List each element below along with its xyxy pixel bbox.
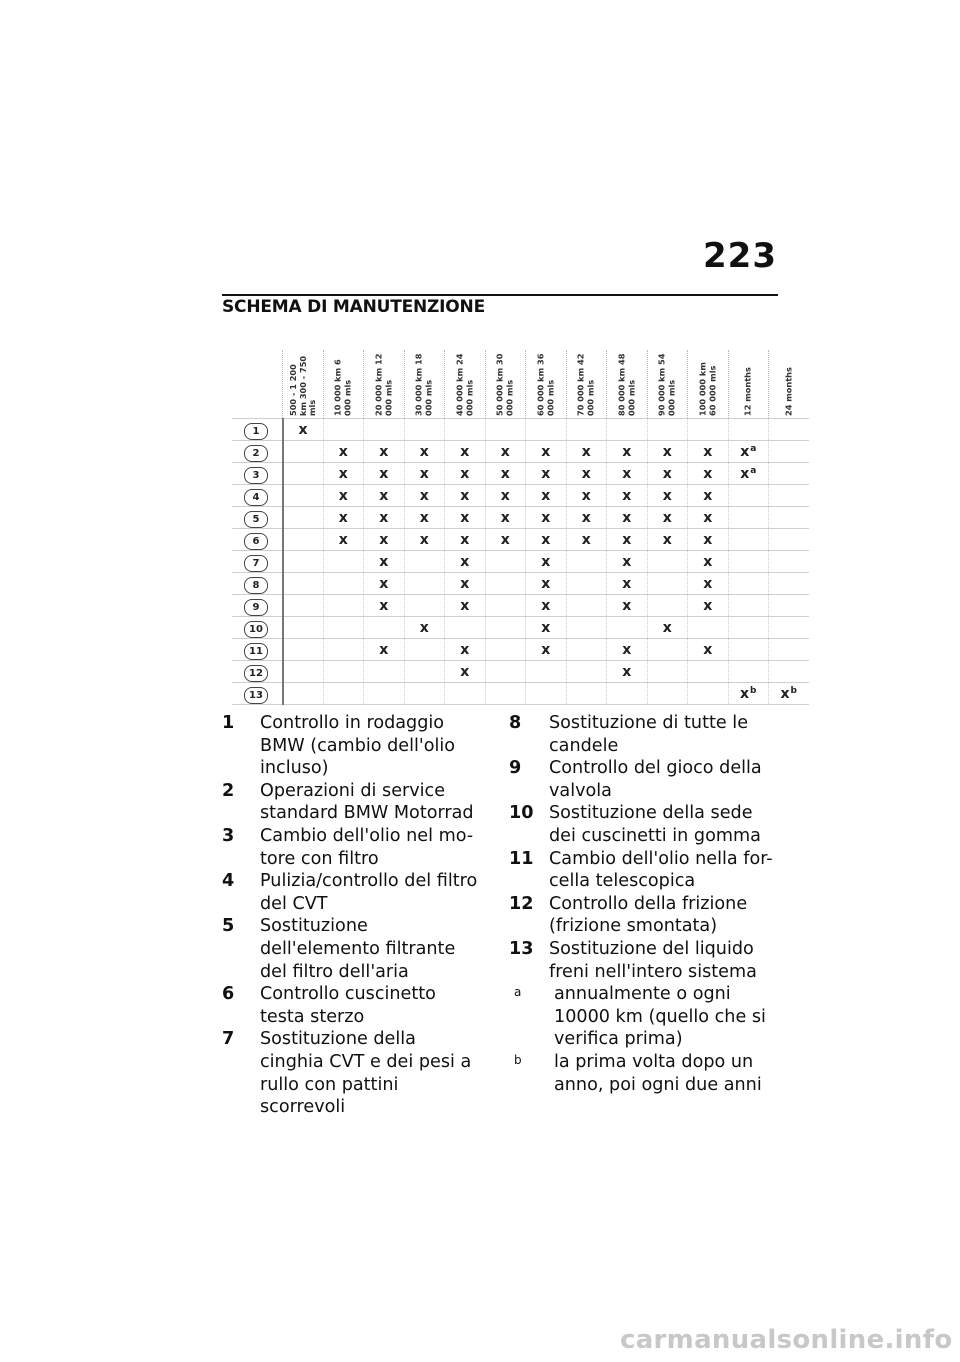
- schedule-cell: $x^a$: [728, 441, 769, 463]
- legend-text: Cambio dell'olio nella for-cella telescopica: [549, 848, 773, 892]
- schedule-cell: [566, 573, 607, 595]
- schedule-cell: x: [364, 485, 405, 507]
- schedule-cell: [566, 595, 607, 617]
- schedule-cell: [404, 573, 445, 595]
- schedule-cell: x: [323, 485, 364, 507]
- header-corner: [232, 350, 283, 419]
- row-number-badge: 9: [244, 599, 268, 616]
- schedule-cell: [769, 573, 809, 595]
- schedule-header-row: [232, 350, 809, 419]
- schedule-cell: [404, 661, 445, 683]
- schedule-cell: [728, 639, 769, 661]
- schedule-column-header: [566, 350, 607, 419]
- schedule-cell: x: [607, 529, 648, 551]
- legend-item: [222, 712, 484, 780]
- legend-number: 10: [509, 803, 534, 824]
- schedule-cell: [728, 529, 769, 551]
- interval-label: 30 000 km 18 000 mls: [413, 353, 433, 416]
- schedule-row: [232, 529, 809, 551]
- schedule-row: [232, 639, 809, 661]
- row-number-badge: 1: [244, 423, 268, 440]
- legend-text: Controllo della frizione (frizione smontata): [549, 893, 748, 937]
- schedule-cell: [283, 573, 324, 595]
- schedule-cell: [566, 617, 607, 639]
- schedule-cell: [728, 661, 769, 683]
- interval-label: 100 000 km 60 000 mls: [697, 362, 717, 416]
- legend-item: [509, 983, 779, 1051]
- row-number-badge: 10: [244, 621, 268, 638]
- schedule-cell: x: [607, 595, 648, 617]
- schedule-cell: [566, 683, 607, 705]
- schedule-column-header: [526, 350, 567, 419]
- schedule-column-header: [323, 350, 364, 419]
- footnote-marker: b: [790, 685, 797, 696]
- schedule-cell: [647, 551, 688, 573]
- schedule-cell: x: [445, 595, 486, 617]
- interval-label: 20 000 km 12 000 mls: [373, 353, 393, 416]
- legend-text: Cambio dell'olio nel mo-tore con filtro: [260, 825, 474, 869]
- legend-text: annualmente o ogni 10000 km (quello che si verifica prima): [554, 984, 766, 1050]
- schedule-cell: [769, 595, 809, 617]
- schedule-cell: [485, 419, 526, 441]
- schedule-cell: [607, 617, 648, 639]
- legend-number: 6: [222, 984, 235, 1005]
- schedule-cell: [283, 683, 324, 705]
- schedule-cell: [728, 617, 769, 639]
- schedule-cell: x: [647, 617, 688, 639]
- schedule-cell: x: [364, 573, 405, 595]
- watermark: carmanualsonline.info: [620, 1325, 953, 1355]
- schedule-cell: [647, 595, 688, 617]
- legend-number: 7: [222, 1029, 235, 1050]
- schedule-cell: x: [566, 485, 607, 507]
- schedule-column-header: [607, 350, 648, 419]
- schedule-cell: [323, 683, 364, 705]
- schedule-cell: x: [445, 661, 486, 683]
- maintenance-schedule-table: [232, 350, 809, 705]
- schedule-cell: [728, 485, 769, 507]
- schedule-cell: [404, 419, 445, 441]
- schedule-cell: [647, 639, 688, 661]
- schedule-cell: [728, 573, 769, 595]
- schedule-cell: [283, 639, 324, 661]
- legend-item: [222, 983, 484, 1028]
- schedule-cell: [283, 595, 324, 617]
- legend-right-column: [509, 712, 779, 1096]
- schedule-column-header: [445, 350, 486, 419]
- section-title: SCHEMA DI MANUTENZIONE: [222, 297, 485, 317]
- legend-item: [222, 780, 484, 825]
- schedule-cell: [323, 617, 364, 639]
- schedule-cell: [647, 573, 688, 595]
- schedule-cell: x: [566, 463, 607, 485]
- footnote-marker: a: [750, 443, 757, 454]
- schedule-cell: [526, 419, 567, 441]
- schedule-cell: [283, 485, 324, 507]
- schedule-cell: x: [445, 529, 486, 551]
- schedule-cell: [323, 639, 364, 661]
- schedule-cell: x: [566, 529, 607, 551]
- schedule-cell: x: [526, 529, 567, 551]
- schedule-cell: [526, 661, 567, 683]
- schedule-row: [232, 441, 809, 463]
- schedule-cell: [445, 617, 486, 639]
- schedule-row: [232, 551, 809, 573]
- schedule-cell: [607, 419, 648, 441]
- schedule-row: [232, 617, 809, 639]
- schedule-cell: [566, 419, 607, 441]
- legend-text: Sostituzione dell'elemento filtrante del filtro dell'aria: [260, 916, 456, 982]
- schedule-cell: [728, 507, 769, 529]
- schedule-row: [232, 507, 809, 529]
- schedule-cell: x: [688, 463, 729, 485]
- schedule-row: [232, 573, 809, 595]
- schedule-cell: x: [526, 551, 567, 573]
- legend-number: 13: [509, 938, 534, 959]
- schedule-row: [232, 683, 809, 705]
- row-number-badge: 5: [244, 511, 268, 528]
- legend-text: Controllo del gioco della valvola: [549, 758, 762, 801]
- schedule-cell: [607, 683, 648, 705]
- schedule-cell: [647, 661, 688, 683]
- schedule-cell: [485, 661, 526, 683]
- schedule-cell: x: [526, 463, 567, 485]
- schedule-cell: [526, 683, 567, 705]
- schedule-cell: [769, 529, 809, 551]
- schedule-cell: x: [364, 463, 405, 485]
- schedule-cell: x: [647, 441, 688, 463]
- schedule-cell: x: [607, 639, 648, 661]
- schedule-cell: [688, 661, 729, 683]
- header-rule: [222, 294, 778, 296]
- schedule-cell: [566, 639, 607, 661]
- schedule-cell: [485, 573, 526, 595]
- schedule-cell: x: [647, 507, 688, 529]
- schedule-cell: [323, 661, 364, 683]
- schedule-cell: x: [404, 507, 445, 529]
- schedule-cell: [283, 661, 324, 683]
- schedule-cell: [769, 551, 809, 573]
- schedule-cell: [445, 683, 486, 705]
- schedule-column-header: [688, 350, 729, 419]
- schedule-cell: x: [404, 463, 445, 485]
- row-number-badge: 13: [244, 687, 268, 704]
- schedule-cell: [445, 419, 486, 441]
- schedule-cell: x: [526, 485, 567, 507]
- schedule-cell: x: [607, 441, 648, 463]
- schedule-cell: x: [688, 551, 729, 573]
- schedule-cell: x: [526, 639, 567, 661]
- schedule-cell: x: [364, 441, 405, 463]
- schedule-cell: [688, 419, 729, 441]
- legend-text: la prima volta dopo un anno, poi ogni due anni: [554, 1051, 762, 1095]
- schedule-cell: x: [323, 463, 364, 485]
- schedule-cell: [323, 595, 364, 617]
- row-number-badge: 4: [244, 489, 268, 506]
- schedule-cell: [769, 441, 809, 463]
- row-number-badge: 12: [244, 665, 268, 682]
- schedule-cell: [769, 661, 809, 683]
- schedule-cell: x: [688, 507, 729, 529]
- schedule-cell: [283, 441, 324, 463]
- schedule-column-header: [647, 350, 688, 419]
- schedule-cell: [769, 639, 809, 661]
- schedule-cell: [647, 419, 688, 441]
- schedule-row: [232, 463, 809, 485]
- schedule-cell: [485, 639, 526, 661]
- schedule-cell: x: [445, 441, 486, 463]
- schedule-cell: [728, 551, 769, 573]
- schedule-cell: x: [485, 485, 526, 507]
- legend-item: [509, 848, 779, 893]
- legend-item: [222, 915, 484, 983]
- schedule-cell: [688, 683, 729, 705]
- schedule-cell: x: [607, 551, 648, 573]
- schedule-cell: [283, 463, 324, 485]
- schedule-cell: x: [688, 573, 729, 595]
- legend-item: [509, 712, 779, 757]
- schedule-cell: x: [607, 507, 648, 529]
- schedule-cell: x: [445, 507, 486, 529]
- row-number-badge: 3: [244, 467, 268, 484]
- legend-text: Pulizia/controllo del filtro del CVT: [260, 871, 478, 914]
- schedule-cell: x: [526, 617, 567, 639]
- row-number-badge: 8: [244, 577, 268, 594]
- interval-label: 70 000 km 42 000 mls: [575, 353, 595, 416]
- interval-label: 500 - 1 200 km 300 - 750 mls: [287, 355, 317, 416]
- schedule-row: [232, 419, 809, 441]
- legend-number: 11: [509, 848, 534, 869]
- footnote-marker: a: [750, 465, 757, 476]
- schedule-row: [232, 595, 809, 617]
- row-number-badge: 11: [244, 643, 268, 660]
- schedule-cell: [283, 617, 324, 639]
- schedule-cell: x: [688, 441, 729, 463]
- schedule-cell: [485, 617, 526, 639]
- schedule-cell: x: [445, 639, 486, 661]
- schedule-cell: [283, 551, 324, 573]
- schedule-cell: x: [647, 529, 688, 551]
- legend-number: 4: [222, 871, 235, 892]
- interval-label: 50 000 km 30 000 mls: [494, 353, 514, 416]
- schedule-cell: x: [323, 507, 364, 529]
- legend-number: 1: [222, 713, 235, 733]
- schedule-cell: $x^b$: [769, 683, 809, 705]
- schedule-cell: [283, 507, 324, 529]
- schedule-cell: x: [647, 485, 688, 507]
- schedule-cell: x: [566, 507, 607, 529]
- schedule-cell: [647, 683, 688, 705]
- schedule-row: [232, 661, 809, 683]
- legend-number: 8: [509, 713, 522, 733]
- legend-text: Sostituzione del liquido freni nell'intero sistema: [549, 938, 757, 982]
- schedule-cell: x: [323, 441, 364, 463]
- legend-item: [509, 757, 779, 802]
- interval-label: 10 000 km 6 000 mls: [332, 359, 352, 416]
- legend-number: 5: [222, 916, 235, 937]
- legend-text: Sostituzione della sede dei cuscinetti in gomma: [549, 803, 761, 846]
- schedule-cell: [323, 573, 364, 595]
- schedule-column-header: [364, 350, 405, 419]
- schedule-cell: [404, 551, 445, 573]
- schedule-cell: [323, 551, 364, 573]
- schedule-cell: x: [364, 551, 405, 573]
- schedule-cell: x: [485, 463, 526, 485]
- schedule-cell: [566, 551, 607, 573]
- schedule-cell: x: [404, 441, 445, 463]
- legend-number: 12: [509, 893, 534, 914]
- schedule-cell: [364, 661, 405, 683]
- schedule-cell: [485, 595, 526, 617]
- schedule-row: [232, 485, 809, 507]
- schedule-cell: [323, 419, 364, 441]
- legend-text: Controllo cuscinetto testa sterzo: [260, 984, 436, 1027]
- schedule-cell: x: [526, 595, 567, 617]
- schedule-column-header: [769, 350, 809, 419]
- schedule-cell: x: [364, 595, 405, 617]
- schedule-column-header: [404, 350, 445, 419]
- schedule-cell: x: [526, 573, 567, 595]
- legend-item: [509, 893, 779, 938]
- schedule-cell: [769, 419, 809, 441]
- schedule-cell: [485, 683, 526, 705]
- schedule-cell: x: [688, 485, 729, 507]
- schedule-cell: x: [323, 529, 364, 551]
- schedule-cell: [364, 683, 405, 705]
- schedule-cell: x: [445, 463, 486, 485]
- schedule-cell: x: [283, 419, 324, 441]
- interval-label: 40 000 km 24 000 mls: [454, 353, 474, 416]
- interval-label: 90 000 km 54 000 mls: [656, 353, 676, 416]
- schedule-cell: x: [607, 463, 648, 485]
- schedule-cell: x: [688, 639, 729, 661]
- legend-text: Controllo in rodaggio BMW (cambio dell'olio incluso): [260, 713, 456, 779]
- schedule-column-header: [485, 350, 526, 419]
- schedule-cell: x: [445, 573, 486, 595]
- schedule-cell: [728, 595, 769, 617]
- schedule-cell: [364, 419, 405, 441]
- schedule-cell: [364, 617, 405, 639]
- schedule-cell: [283, 529, 324, 551]
- schedule-column-header: [283, 350, 324, 419]
- schedule-cell: x: [526, 441, 567, 463]
- schedule-cell: [404, 683, 445, 705]
- schedule-cell: x: [566, 441, 607, 463]
- legend-number: b: [514, 1052, 522, 1067]
- schedule-cell: [769, 507, 809, 529]
- schedule-cell: [769, 485, 809, 507]
- legend-item: [509, 938, 779, 983]
- legend-item: [222, 1028, 484, 1118]
- row-number-badge: 6: [244, 533, 268, 550]
- schedule-grid: [232, 350, 809, 705]
- legend-number: a: [514, 985, 522, 1000]
- schedule-cell: [404, 595, 445, 617]
- schedule-cell: $x^b$: [728, 683, 769, 705]
- schedule-cell: [485, 551, 526, 573]
- schedule-cell: x: [485, 441, 526, 463]
- schedule-cell: x: [404, 485, 445, 507]
- schedule-cell: x: [485, 529, 526, 551]
- schedule-cell: [769, 463, 809, 485]
- schedule-cell: x: [688, 595, 729, 617]
- interval-label: 60 000 km 36 000 mls: [535, 353, 555, 416]
- page-number: 223: [703, 236, 777, 276]
- schedule-cell: x: [526, 507, 567, 529]
- schedule-cell: x: [364, 507, 405, 529]
- row-number-badge: 7: [244, 555, 268, 572]
- schedule-cell: x: [607, 485, 648, 507]
- legend-number: 3: [222, 825, 235, 846]
- schedule-cell: x: [607, 661, 648, 683]
- schedule-cell: x: [485, 507, 526, 529]
- footnote-marker: b: [750, 685, 757, 696]
- schedule-cell: x: [607, 573, 648, 595]
- schedule-cell: x: [404, 529, 445, 551]
- legend-text: Sostituzione della cinghia CVT e dei pesi a rullo con pattini scorrevoli: [260, 1029, 472, 1118]
- schedule-cell: $x^a$: [728, 463, 769, 485]
- schedule-cell: [404, 639, 445, 661]
- legend-item: [222, 870, 484, 915]
- row-number-badge: 2: [244, 445, 268, 462]
- schedule-cell: x: [404, 617, 445, 639]
- legend-text: Operazioni di service standard BMW Motorrad: [260, 780, 474, 824]
- schedule-body: [232, 419, 809, 705]
- interval-label: 80 000 km 48 000 mls: [616, 353, 636, 416]
- legend-left-column: [222, 712, 484, 1119]
- schedule-cell: x: [647, 463, 688, 485]
- legend-text: Sostituzione di tutte le candele: [549, 713, 749, 756]
- schedule-cell: x: [688, 529, 729, 551]
- legend-number: 2: [222, 780, 235, 801]
- legend-number: 9: [509, 758, 522, 779]
- schedule-cell: x: [364, 639, 405, 661]
- legend-item: [509, 802, 779, 847]
- schedule-cell: [688, 617, 729, 639]
- schedule-cell: [769, 617, 809, 639]
- schedule-cell: x: [445, 551, 486, 573]
- legend-item: [509, 1051, 779, 1096]
- schedule-cell: [566, 661, 607, 683]
- interval-label: 24 months: [782, 367, 793, 416]
- schedule-column-header: [728, 350, 769, 419]
- schedule-cell: [728, 419, 769, 441]
- interval-label: 12 months: [742, 367, 753, 416]
- legend-item: [222, 825, 484, 870]
- schedule-cell: x: [445, 485, 486, 507]
- schedule-cell: x: [364, 529, 405, 551]
